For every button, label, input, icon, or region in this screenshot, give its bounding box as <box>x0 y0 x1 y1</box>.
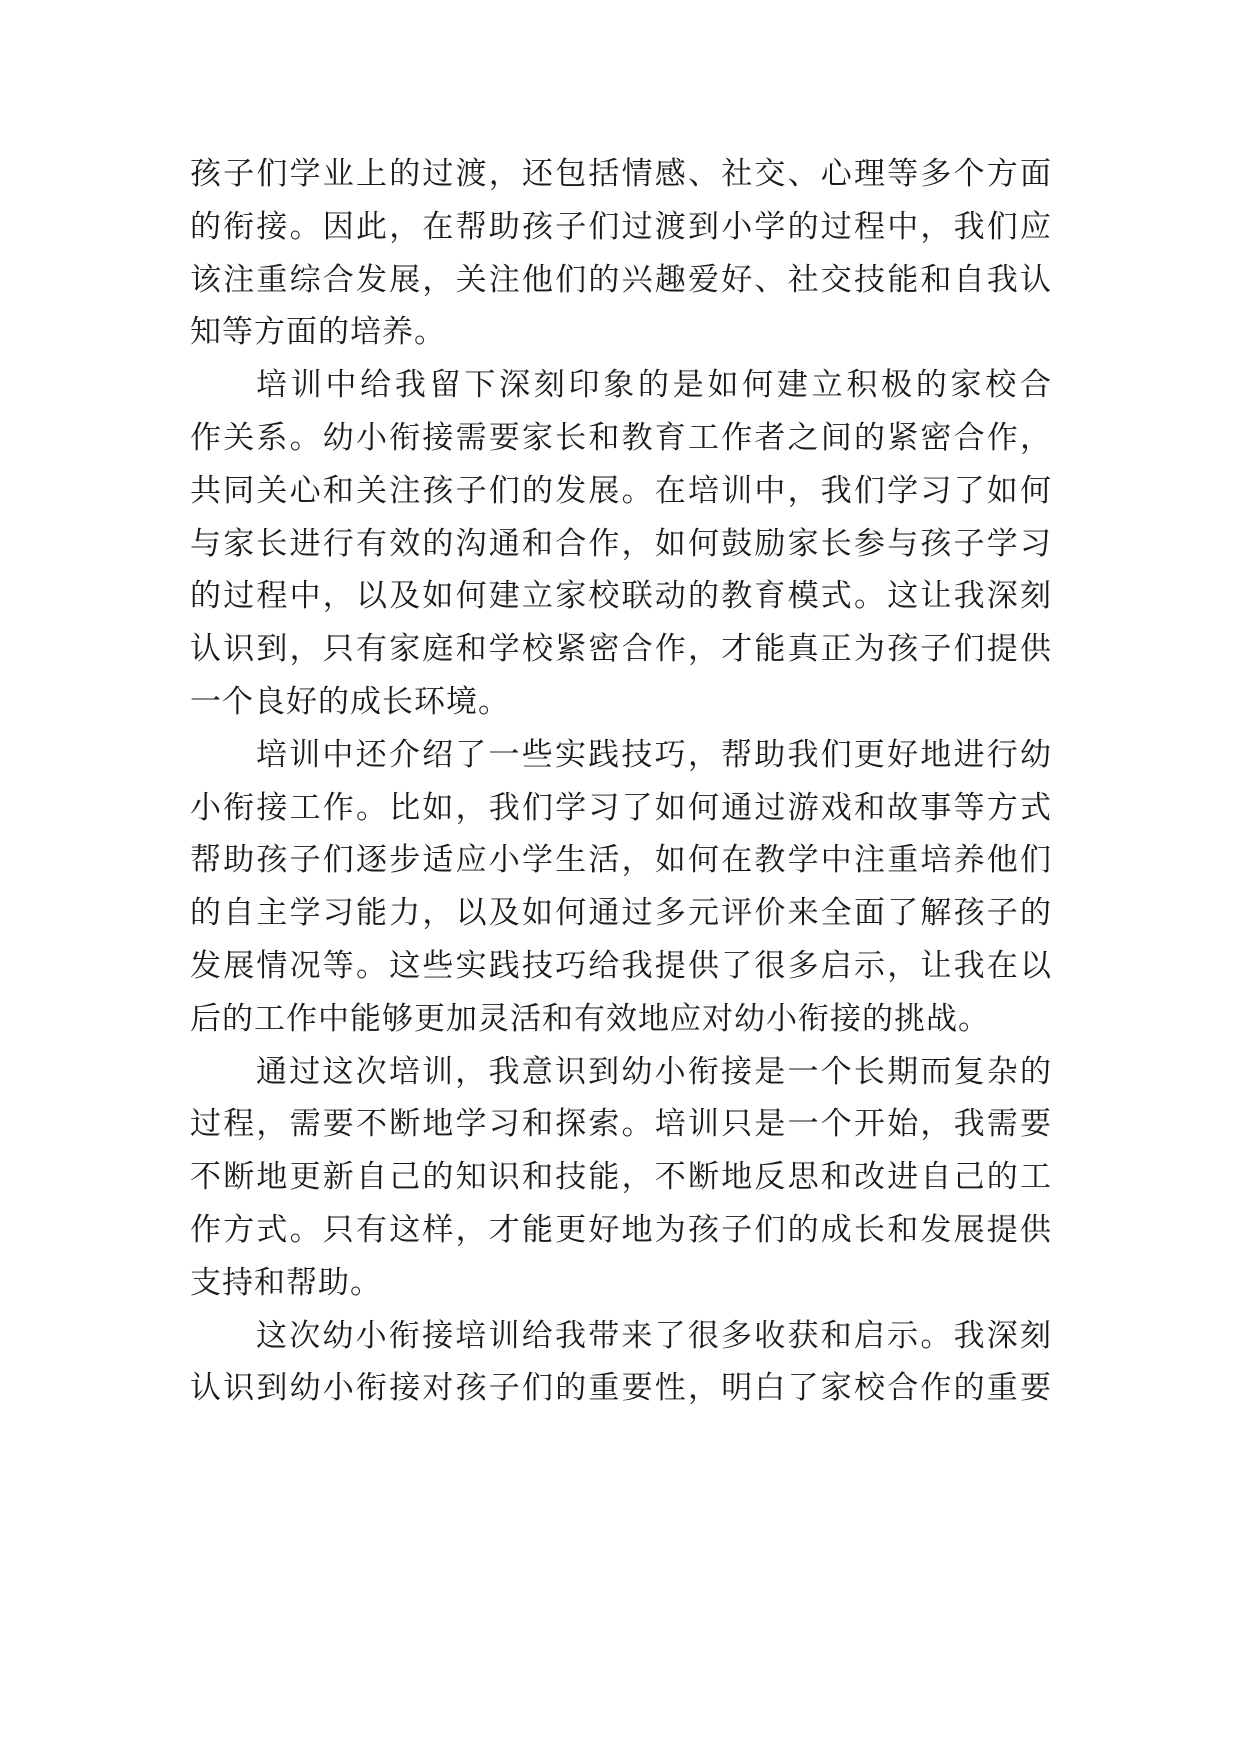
text-line: 该注重综合发展，关注他们的兴趣爱好、社交技能和自我认 <box>190 261 1052 298</box>
text-line: 后的工作中能够更加灵活和有效地应对幼小衔接的挑战。 <box>190 1000 990 1037</box>
text-line: 培训中还介绍了一些实践技巧，帮助我们更好地进行幼 <box>256 736 1052 773</box>
text-line: 的过程中，以及如何建立家校联动的教育模式。这让我深刻 <box>190 578 1052 615</box>
text-line: 帮助孩子们逐步适应小学生活，如何在教学中注重培养他们 <box>190 842 1052 879</box>
text-line: 发展情况等。这些实践技巧给我提供了很多启示，让我在以 <box>190 947 1052 984</box>
text-line: 小衔接工作。比如，我们学习了如何通过游戏和故事等方式 <box>190 789 1052 826</box>
text-line: 的衔接。因此，在帮助孩子们过渡到小学的过程中，我们应 <box>190 208 1052 245</box>
text-line: 与家长进行有效的沟通和合作，如何鼓励家长参与孩子学习 <box>190 525 1052 562</box>
text-line: 知等方面的培养。 <box>190 314 446 351</box>
document-body <box>190 148 1052 1415</box>
text-line: 培训中给我留下深刻印象的是如何建立积极的家校合 <box>256 367 1052 404</box>
text-line: 共同关心和关注孩子们的发展。在培训中，我们学习了如何 <box>190 472 1052 509</box>
text-line: 通过这次培训，我意识到幼小衔接是一个长期而复杂的 <box>256 1053 1052 1090</box>
text-line: 作关系。幼小衔接需要家长和教育工作者之间的紧密合作， <box>190 419 1052 456</box>
text-line: 支持和帮助。 <box>190 1264 382 1301</box>
text-line: 孩子们学业上的过渡，还包括情感、社交、心理等多个方面 <box>190 156 1052 192</box>
text-line: 认识到，只有家庭和学校紧密合作，才能真正为孩子们提供 <box>190 631 1052 668</box>
text-line: 的自主学习能力，以及如何通过多元评价来全面了解孩子的 <box>190 895 1052 932</box>
text-line: 这次幼小衔接培训给我带来了很多收获和启示。我深刻 <box>256 1317 1052 1354</box>
text-line: 过程，需要不断地学习和探索。培训只是一个开始，我需要 <box>190 1106 1052 1143</box>
text-line: 一个良好的成长环境。 <box>190 683 510 720</box>
text-line: 作方式。只有这样，才能更好地为孩子们的成长和发展提供 <box>190 1211 1052 1248</box>
text-line: 不断地更新自己的知识和技能，不断地反思和改进自己的工 <box>190 1159 1052 1196</box>
text-line: 认识到幼小衔接对孩子们的重要性，明白了家校合作的重要 <box>190 1370 1052 1407</box>
